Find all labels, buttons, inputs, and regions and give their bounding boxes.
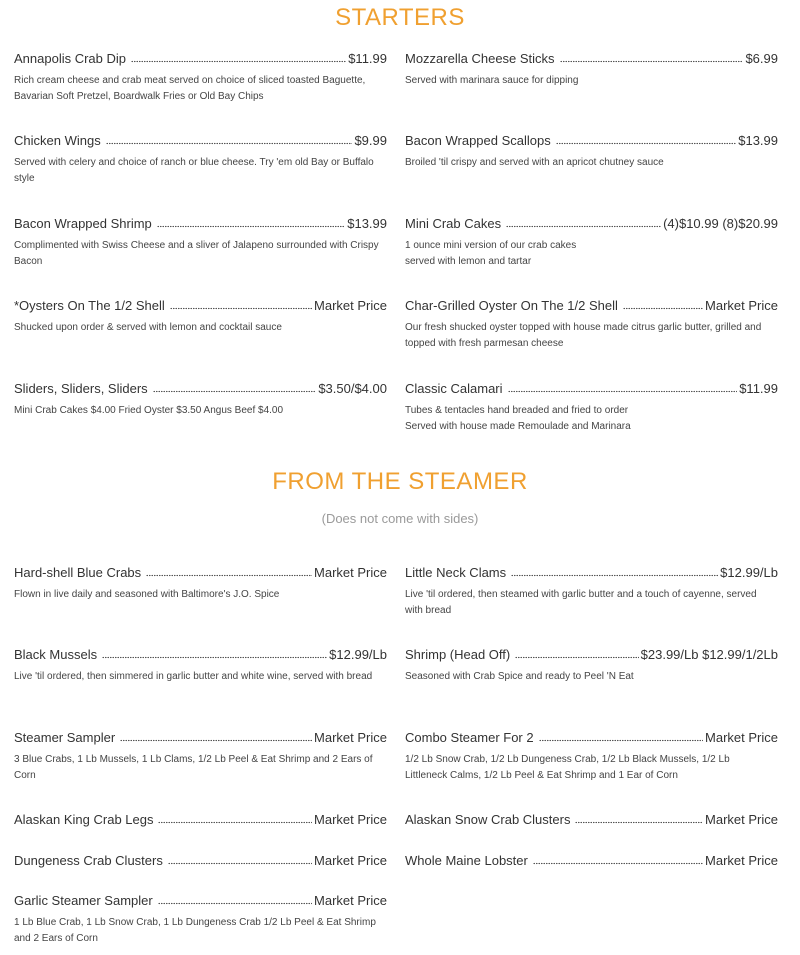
item-description: Served with celery and choice of ranch or blue cheese. Try 'em old Bay or Buffalo style	[14, 157, 374, 184]
dot-leader	[539, 739, 703, 742]
item-name: Classic Calamari	[405, 381, 503, 396]
item-name: *Oysters On The 1/2 Shell	[14, 298, 165, 313]
item-price: $12.99/Lb	[329, 647, 387, 662]
item-name: Mini Crab Cakes	[405, 216, 502, 231]
item-price: Market Price	[314, 298, 387, 313]
item-price: Market Price	[705, 853, 778, 868]
menu-item	[405, 51, 778, 89]
item-price: Market Price	[705, 298, 778, 313]
dot-leader	[146, 574, 312, 577]
item-name: Chicken Wings	[14, 133, 101, 148]
menu-item	[405, 812, 778, 828]
item-price: $3.50/$4.00	[318, 381, 387, 396]
item-description: Tubes & tentacles hand breaded and fried to order Served with house made Remoulade and Marinara	[405, 405, 631, 432]
item-price: Market Price	[314, 730, 387, 745]
item-description: 1 Lb Blue Crab, 1 Lb Snow Crab, 1 Lb Dungeness Crab 1/2 Lb Peel & Eat Shrimp and 2 Ears of Corn	[14, 917, 376, 944]
item-price: Market Price	[314, 812, 387, 827]
dot-leader	[120, 739, 312, 742]
item-name: Hard-shell Blue Crabs	[14, 565, 142, 580]
dot-leader	[153, 390, 317, 393]
item-description: Broiled 'til crispy and served with an apricot chutney sauce	[405, 157, 664, 168]
dot-leader	[508, 390, 738, 393]
menu-item	[14, 216, 387, 270]
dot-leader	[560, 60, 744, 63]
menu-item	[14, 133, 387, 187]
item-name: Bacon Wrapped Scallops	[405, 133, 551, 148]
menu-item	[405, 647, 778, 685]
item-price: $9.99	[354, 133, 387, 148]
menu-item	[14, 51, 387, 105]
item-description: Served with marinara sauce for dipping	[405, 75, 579, 86]
dot-leader	[575, 821, 703, 824]
dot-leader	[158, 821, 312, 824]
item-description: 3 Blue Crabs, 1 Lb Mussels, 1 Lb Clams, 1/2 Lb Peel & Eat Shrimp and 2 Ears of Corn	[14, 754, 373, 781]
item-description: Complimented with Swiss Cheese and a sliver of Jalapeno surrounded with Crispy Bacon	[14, 240, 379, 267]
item-price: $11.99	[348, 51, 387, 66]
dot-leader	[506, 225, 661, 228]
dot-leader	[515, 656, 638, 659]
item-name: Annapolis Crab Dip	[14, 51, 127, 66]
menu-item	[405, 565, 778, 619]
dot-leader	[168, 862, 312, 865]
steamer-subtitle: (Does not come with sides)	[321, 511, 479, 526]
steamer-title: FROM THE STEAMER	[272, 468, 528, 495]
item-price: Market Price	[314, 893, 387, 908]
item-name: Little Neck Clams	[405, 565, 507, 580]
item-price: $12.99/Lb	[720, 565, 778, 580]
menu-item	[405, 133, 778, 171]
menu-item	[14, 812, 387, 828]
dot-leader	[533, 862, 703, 865]
item-price: Market Price	[314, 853, 387, 868]
item-description: Live 'til ordered, then steamed with garlic butter and a touch of cayenne, served with bread	[405, 589, 757, 616]
menu-item	[14, 565, 387, 603]
item-price: Market Price	[705, 730, 778, 745]
item-name: Whole Maine Lobster	[405, 853, 528, 868]
menu-item	[405, 216, 778, 270]
dot-leader	[131, 60, 346, 63]
menu-item	[405, 730, 778, 784]
menu-item	[14, 893, 387, 947]
dot-leader	[106, 142, 353, 145]
starters-title: STARTERS	[335, 4, 465, 31]
dot-leader	[158, 902, 312, 905]
item-name: Alaskan Snow Crab Clusters	[405, 812, 571, 827]
item-price: $13.99	[347, 216, 387, 231]
menu-item	[14, 298, 387, 336]
menu-item	[14, 381, 387, 419]
item-description: Live 'til ordered, then simmered in garlic butter and white wine, served with bread	[14, 671, 373, 682]
dot-leader	[511, 574, 718, 577]
item-name: Mozzarella Cheese Sticks	[405, 51, 555, 66]
item-name: Black Mussels	[14, 647, 98, 662]
item-description: Flown in live daily and seasoned with Baltimore's J.O. Spice	[14, 589, 280, 600]
item-name: Char-Grilled Oyster On The 1/2 Shell	[405, 298, 618, 313]
item-price: $6.99	[745, 51, 778, 66]
item-description: Seasoned with Crab Spice and ready to Peel 'N Eat	[405, 671, 634, 682]
menu-item	[14, 647, 387, 685]
item-name: Alaskan King Crab Legs	[14, 812, 154, 827]
dot-leader	[170, 307, 312, 310]
item-price: $23.99/Lb $12.99/1/2Lb	[640, 647, 778, 662]
item-name: Garlic Steamer Sampler	[14, 893, 153, 908]
menu-item	[14, 853, 387, 869]
item-price: Market Price	[705, 812, 778, 827]
dot-leader	[157, 225, 345, 228]
item-price: $11.99	[739, 381, 778, 396]
menu-item	[405, 853, 778, 869]
dot-leader	[623, 307, 703, 310]
menu-item	[14, 730, 387, 784]
item-name: Dungeness Crab Clusters	[14, 853, 163, 868]
item-name: Sliders, Sliders, Sliders	[14, 381, 148, 396]
item-description: Rich cream cheese and crab meat served on choice of sliced toasted Baguette, Bavarian Soft Pretzel, Boardwalk Fries or Old Bay Chips	[14, 75, 366, 102]
item-name: Shrimp (Head Off)	[405, 647, 511, 662]
item-name: Steamer Sampler	[14, 730, 116, 745]
dot-leader	[102, 656, 327, 659]
item-name: Bacon Wrapped Shrimp	[14, 216, 152, 231]
item-description: Our fresh shucked oyster topped with house made citrus garlic butter, grilled and topped with fresh parmesan cheese	[405, 322, 762, 349]
item-description: 1 ounce mini version of our crab cakes served with lemon and tartar	[405, 240, 577, 267]
item-description: Shucked upon order & served with lemon and cocktail sauce	[14, 322, 282, 333]
dot-leader	[556, 142, 736, 145]
item-description: 1/2 Lb Snow Crab, 1/2 Lb Dungeness Crab, 1/2 Lb Black Mussels, 1/2 Lb Littleneck Calms, 1/2 Lb Peel & Eat Shrimp and 1 Ear of Corn	[405, 754, 730, 781]
item-price: (4)$10.99 (8)$20.99	[663, 216, 778, 231]
item-price: Market Price	[314, 565, 387, 580]
item-price: $13.99	[738, 133, 778, 148]
menu-item	[405, 381, 778, 435]
item-name: Combo Steamer For 2	[405, 730, 534, 745]
menu-item	[405, 298, 778, 352]
item-description: Mini Crab Cakes $4.00 Fried Oyster $3.50 Angus Beef $4.00	[14, 405, 284, 416]
